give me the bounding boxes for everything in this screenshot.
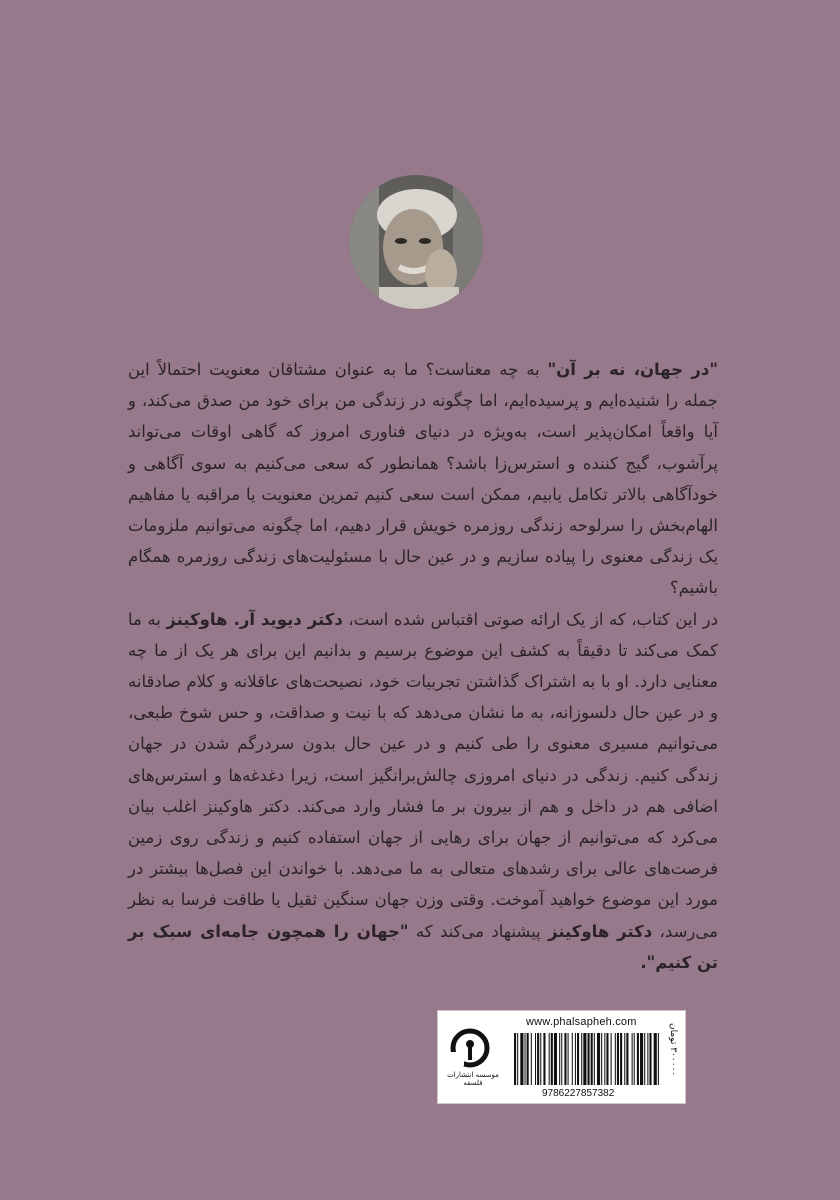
barcode-bar	[594, 1033, 595, 1085]
barcode-bar	[537, 1033, 539, 1085]
barcode-bar	[535, 1033, 536, 1085]
isbn-number: 9786227857382	[542, 1088, 615, 1099]
barcode-bar	[581, 1033, 582, 1085]
blurb-title-quote: "در جهان، نه بر آن"	[547, 360, 718, 379]
barcode-bar	[601, 1033, 602, 1085]
barcode-bar	[644, 1033, 645, 1085]
barcode-bar	[640, 1033, 643, 1085]
back-cover-blurb	[128, 354, 718, 978]
barcode-bar	[514, 1033, 516, 1085]
barcode-bar	[561, 1033, 562, 1085]
barcode-bar	[549, 1033, 550, 1085]
blurb-author-name: دکتر دیوید آر. هاوکینز	[166, 609, 343, 629]
barcode-bar	[517, 1033, 518, 1085]
barcode-bar	[647, 1033, 648, 1085]
barcode-bar	[637, 1033, 639, 1085]
barcode-bar	[531, 1033, 532, 1085]
publisher-name: موسسه انتشارات فلسفه	[447, 1071, 499, 1087]
barcode-bar	[525, 1033, 526, 1085]
barcode-bar	[611, 1033, 612, 1085]
barcode-bar	[649, 1033, 651, 1085]
barcode-bar	[606, 1033, 608, 1085]
barcode-bar	[559, 1033, 560, 1085]
barcode-bar	[564, 1033, 566, 1085]
barcode-bar	[527, 1033, 529, 1085]
isbn-barcode	[514, 1033, 660, 1085]
barcode-bar	[551, 1033, 553, 1085]
barcode-bar	[634, 1033, 635, 1085]
price-label	[664, 1021, 684, 1099]
barcode-bar	[658, 1033, 659, 1085]
blurb-p2-text-c: پیشنهاد می‌کند که	[408, 921, 549, 941]
author-portrait-icon	[349, 175, 483, 309]
barcode-bar	[597, 1033, 600, 1085]
blurb-paragraph-1	[128, 354, 718, 604]
barcode-bar	[540, 1033, 541, 1085]
blurb-p2-text-a: در این کتاب، که از یک ارائه صوتی اقتباس شده است،	[342, 609, 718, 629]
barcode-bar	[554, 1033, 557, 1085]
barcode-bar	[575, 1033, 576, 1085]
publisher-logo-icon	[450, 1028, 490, 1068]
barcode-bar	[588, 1033, 590, 1085]
barcode-bar	[626, 1033, 628, 1085]
blurb-paragraph-2	[128, 604, 718, 978]
barcode-bar	[604, 1033, 605, 1085]
author-portrait	[349, 175, 483, 309]
barcode-bar	[620, 1033, 622, 1085]
barcode-bar	[624, 1033, 625, 1085]
barcode-bar	[568, 1033, 569, 1085]
barcode-bar	[543, 1033, 545, 1085]
blurb-p2-text-b: به ما کمک می‌کند تا دقیقاً به کشف این موضوع برسیم و بدانیم این برای هر یک از ما چه معنایی دارد. او با به اشتراک گذاشتن تجربیات خود، نصیحت‌های عاقلانه و کلام صادقانه و در عین حال دلسوزانه، به ما نشان می‌دهد که با نیت و صداقت، و حس شوخ طبعی، می‌توانیم مسیری معنوی را طی کنیم و در عین حال بدون سردرگم شدن در جهان زندگی کنیم. زندگی در دنیای امروزی چالش‌برانگیز است، زیرا دغدغه‌ها و استرس‌های اضافی هم در داخل و هم از بیرون بر ما فشار وارد می‌کند. دکتر هاوکینز اغلب بیان می‌کرد که می‌توانیم از جهان برای رهایی از جهان استفاده کنیم و زندگی روی زمین فرصت‌های عالی برای رشدهای متعالی به ما می‌دهد. با خواندن این فصل‌ها بیشتر در مورد این موضوع خواهید آموخت. وقتی وزن جهان سنگین ثقیل یا طاقت فرسا به نظر می‌رسد،	[128, 609, 718, 941]
blurb-author-name-2: دکتر هاوکینز	[548, 921, 653, 941]
barcode-bar	[617, 1033, 619, 1085]
barcode-bar	[572, 1033, 573, 1085]
blurb-closing-quote: "جهان را همچون جامه‌ای سبک بر تن کنیم".	[128, 921, 718, 972]
barcode-bar	[520, 1033, 523, 1085]
blurb-p1-text: به چه معناست؟ ما به عنوان مشتاقان معنویت احتمالاً این جمله را شنیده‌ایم و پرسیده‌ایم، اما چگونه در زندگی من برای خود من صدق می‌کند، و آیا واقعاً امکان‌پذیر است، به‌ویژه در دنیای فناوری امروز که گاهی اوقات می‌تواند پرآشوب، گیج کننده و استرس‌زا باشد؟ همانطور که سعی می‌کنیم به سوی آگاهی و خودآگاهی بالاتر تکامل یابیم، ممکن است سعی کنیم تمرین معنویت یا مراقبه یا مفاهیم الهام‌بخش را سرلوحه زندگی روزمره خویش قرار دهیم، اما چگونه می‌توانیم ملزومات یک زندگی معنوی را پیاده سازیم و در عین حال با مسئولیت‌های زندگی روزمره همگام باشیم؟	[128, 360, 718, 598]
price-text: ۳۰۰۰۰۰ تومان	[668, 1023, 678, 1077]
publisher-url[interactable]: www.phalsapheh.com	[526, 1016, 637, 1028]
barcode-bar	[591, 1033, 593, 1085]
barcode-panel	[437, 1010, 686, 1104]
barcode-bar	[577, 1033, 579, 1085]
barcode-bar	[615, 1033, 616, 1085]
barcode-bar	[654, 1033, 657, 1085]
barcode-bar	[632, 1033, 633, 1085]
barcode-bar	[583, 1033, 586, 1085]
